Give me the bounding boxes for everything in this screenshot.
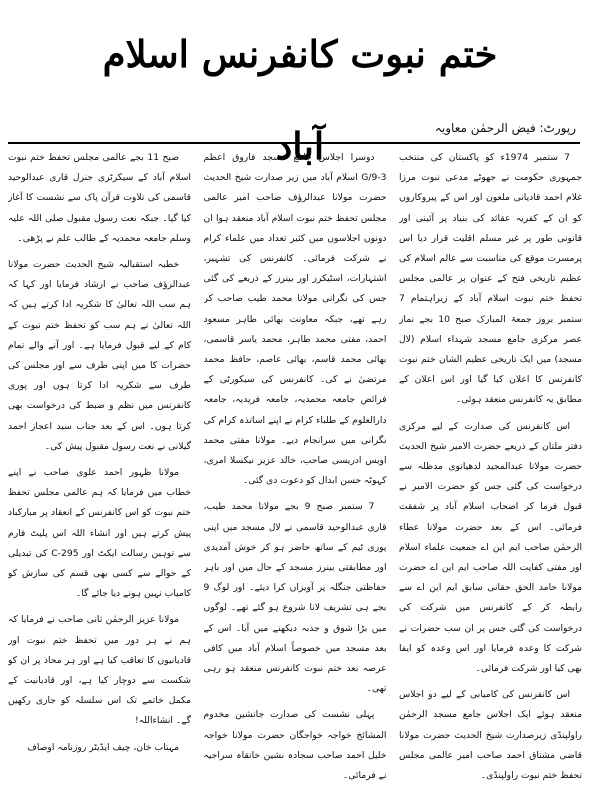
paragraph: مولانا ظہور احمد علوی صاحب نے اپنے خطاب میں فرمایا کہ ہم عالمی مجلس تحفظ ختم نبوت کو اس کانفرنس کے انعقاد پر مبارکباد پیش کرتے ہیں اور انشاء اللہ اس پلیٹ فارم سے توہین رسالت ایکٹ اور 295-C کی تبدیلی کے حوالے سے کسی بھی قسم کی سازش کو کامیاب نہیں ہونے دیا جائے گا۔ [8, 467, 191, 600]
article-title: ختم نبوت کانفرنس اسلام آباد [102, 32, 498, 168]
paragraph: پہلی نشست کی صدارت جانشین مخدوم المشائخ خواجہ خواجگان حضرت مولانا خواجہ خلیل احمد صاحب سجادہ نشین خانقاہ سراجیہ نے فرمائی۔ [203, 709, 387, 782]
paragraph: صبح 11 بجے عالمی مجلس تحفظ ختم نبوت اسلام آباد کے سیکرٹری جنرل قاری عبدالوحید قاسمی کی تلاوت قرآن پاک سے نشست کا آغاز کیا گیا۔ جبکہ نعت رسول مقبول صلی اللہ علیہ وسلم جامعہ محمدیہ کے طالب علم نے پڑھی۔ [8, 152, 191, 244]
article-body [8, 148, 582, 800]
column-right [399, 148, 582, 800]
paragraph: 7 ستمبر 1974ء کو پاکستان کی منتخب جمہوری حکومت نے جھوٹے مدعی نبوت مرزا غلام احمد قادیانی ملعون اور اس کے پیروکاروں کو ان کے کفریہ عقائد کی بنیاد پر آئینی اور قانونی طور پر غیر مسلم اقلیت قرار دیا اس پرمسرت موقع کی مناسبت سے عالم اسلام کی عظیم تاریخی فتح کے عنوان پر عالمی مجلس تحفظ ختم نبوت اسلام آباد کے زیراہتمام 7 ستمبر بروز جمعۃ المبارک صبح 10 بجے نماز عصر مرکزی جامع مسجد شہداء اسلام (لال مسجد) میں ایک تاریخی عظیم الشان ختم نبوت کانفرنس کا اعلان کیا گیا اور اس اعلان کے مطابق یہ کانفرنس منعقد ہوئی۔ [399, 152, 582, 406]
paragraph: خطبہ استقبالیہ شیخ الحدیث حضرت مولانا عبدالرؤف صاحب نے ارشاد فرمایا اور کہا کہ ہم سب اللہ تعالیٰ کا شکریہ ادا کرتے ہیں کہ اللہ تعالیٰ نے ہم سب کو تحفظ ختم نبوت کے کام کے لیے قبول فرمایا ہے۔ اور آنے والے تمام حضرات کا میں اپنی طرف سے اور مجلس کی طرف سے شکریہ ادا کرتا ہوں اور پوری کانفرنس میں نظم و ضبط کی درخواست بھی کرتا ہوں۔ اس کے بعد جناب سید اعجاز احمد گیلانی نے نعت رسول مقبول پیش کی۔ [8, 259, 191, 452]
column-middle [204, 148, 387, 800]
paragraph: 7 ستمبر صبح 9 بجے مولانا محمد طیب، قاری عبدالوحید قاسمی نے لال مسجد میں اپنی پوری ٹیم کے ساتھ حاضر ہو کر خوش آمدیدی اور مطابقتی بینرز مسجد کے حال میں اور باہر حفاظتی جنگلہ پر آویزاں کرا دیئے۔ اور لوگ 9 بجے ہی تشریف لانا شروع ہو گئے تھے۔ لوگوں میں بڑا شوق و جذبہ دیکھنے میں آیا۔ اس کے بعد مسجد میں خصوصاً اسلام آباد میں کافی عرصہ بعد ختم نبوت کانفرنس منعقد ہو رہی تھی۔ [203, 501, 387, 695]
byline: رپورٹ: فیض الرحمٰن معاویہ [434, 121, 576, 135]
paragraph: مولانا عزیز الرحمٰن ثانی صاحب نے فرمایا کہ ہم نے ہر دور میں تحفظ ختم نبوت اور قادیانیوں کا تعاقب کیا ہے اور ہر محاذ پر ان کو شکست سے دوچار کیا ہے، اور قادیانیت کے مکمل خاتمے تک اس سلسلہ کو جاری رکھیں گے۔ انشاءاللہ! [8, 614, 191, 727]
paragraph: اس کانفرنس کی صدارت کے لیے مرکزی دفتر ملتان کے ذریعے حضرت الامیر شیخ الحدیث حضرت مولانا عبدالمجید لدھیانوی مدظلہ سے درخواست کی گئی جس کو حضرت الامیر نے قبول فرما کر اصحاب اسلام آباد پر شفقت فرمائی۔ اس کے بعد حضرت مولانا عطاء الرحمٰن صاحب ایم این اے جمعیت علماء اسلام اور مفتی کفایت اللہ صاحب ایم این اے حضرت مولانا حامد الحق حقانی سابق ایم این اے سے رابطہ کر کے کانفرنس میں شرکت کی درخواست کی گئی جس پر ان سب حضرات نے شرکت کا وعدہ فرمایا اور اس وعدہ کو ایفا بھی کیا اور شرکت فرمائی۔ [399, 420, 582, 675]
column-left [8, 148, 191, 800]
paragraph: دوسرا اجلاس جامع مسجد فاروق اعظم G/9-3 اسلام آباد میں زیر صدارت شیخ الحدیث حضرت مولانا عبدالرؤف صاحب امیر عالمی مجلس تحفظ ختم نبوت اسلام آباد منعقد ہوا ان دونوں اجلاسوں میں کثیر تعداد میں علماء کرام نے شرکت فرمائی۔ کانفرنس کی تشہیر، اشتہارات، اسٹیکرز اور بینرز کے ذریعے کی گئی جس کی نگرانی مولانا محمد طیب صاحب کر رہے تھے، جبکہ معاونت بھائی طاہر مسعود احمد، مفتی محمد طاہر، محمد یاسر قاسمی، بھائی محمد قاسم، بھائی عاصم، حافظ محمد مرتضیٰ نے کی۔ کانفرنس کی سیکورٹی کے فرائض جامعہ محمدیہ، جامعہ فریدیہ، جامعہ دارالعلوم کے طلباء کرام نے اپنے اساتذہ کرام کی نگرانی میں سرانجام دیے۔ مولانا مفتی محمد اویس ادریسی صاحب، خالد عزیز نیکسلا امری، کہوٹہ حسن ابدال کو دعوت دی گئی۔ [203, 152, 387, 487]
paragraph: مہتاب خان، چیف ایڈیٹر روزنامہ اوصاف [27, 741, 179, 753]
paragraph: اس کانفرنس کی کامیابی کے لیے دو اجلاس منعقد ہوئے ایک اجلاس جامع مسجد الرحمٰن راولپنڈی زیرصدارت شیخ الحدیث حضرت مولانا قاضی مشتاق احمد صاحب امیر عالمی مجلس تحفظ ختم نبوت راولپنڈی۔ [399, 689, 582, 782]
title-divider [8, 142, 580, 144]
